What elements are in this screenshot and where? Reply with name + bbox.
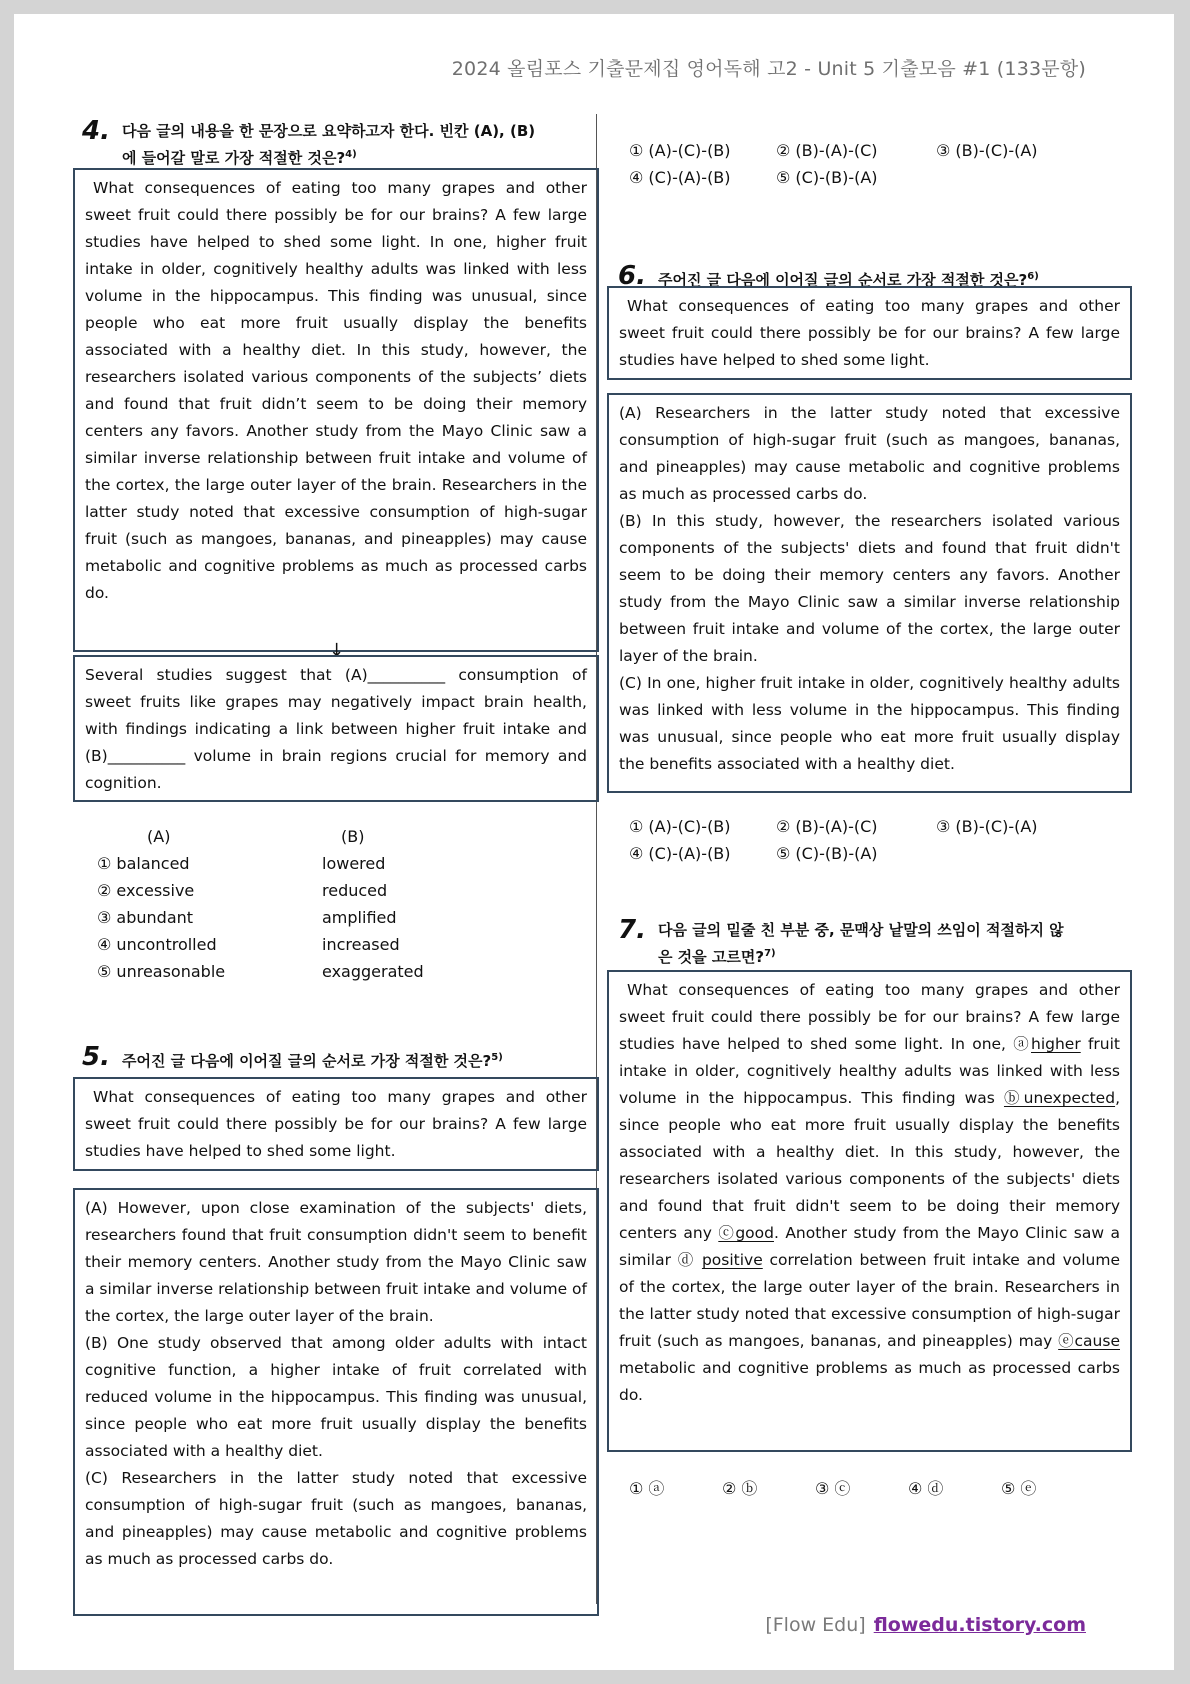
q7-choice[interactable]: ⑤ ⓔ: [1001, 1479, 1037, 1498]
q4-option-b: exaggerated: [322, 962, 424, 981]
q4-heading: [82, 118, 587, 170]
q5-paragraphs-box: [73, 1188, 599, 1616]
q6-prompt: 주어진 글 다음에 이어질 글의 순서로 가장 적절한 것은?: [657, 271, 1028, 289]
q4-prompt: [122, 120, 535, 170]
q6-paragraph-a: (A) Researchers in the latter study noted that excessive consumption of high-sugar fruit (such as mangoes, bananas, and pineapples) may cause metabolic and cognitive problems as much as processed carbs do.: [619, 404, 1120, 503]
q4-option-row[interactable]: [97, 931, 424, 958]
q5-choice[interactable]: ④ (C)-(A)-(B): [629, 168, 731, 187]
q4-option-b: reduced: [322, 881, 388, 900]
q6-footnote-ref: 6): [1027, 271, 1039, 282]
page-header: 2024 올림포스 기출문제집 영어독해 고2 - Unit 5 기출모음 #1 (133문항): [451, 58, 1086, 80]
q5-number: 5.: [82, 1042, 110, 1072]
q4-prompt-line1: 다음 글의 내용을 한 문장으로 요약하고자 한다. 빈칸 (A), (B): [121, 122, 536, 140]
q7-prompt-line2: 은 것을 고르면?: [657, 948, 765, 966]
q4-option-a: ③ abundant: [97, 908, 194, 927]
q4-passage: What consequences of eating too many grapes and other sweet fruit could there possibly be for our brains? A few large studies have helped to shed some light. In one, higher fruit intake in older, cognitively healthy adults was linked with less volume in the hippocampus. This finding was unusual, since people who eat more fruit usually display the benefits associated with a healthy diet. In this study, however, the researchers isolated various components of the subjects’ diets and found that fruit didn’t seem to be doing their memory centers any favors. Another study from the Mayo Clinic saw a similar inverse relationship between fruit intake and volume of the cortex, the large outer layer of the brain. Researchers in the latter study noted that excessive consumption of high-sugar fruit (such as mangoes, bananas, and pineapples) may cause metabolic and cognitive problems as much as processed carbs do.: [85, 179, 587, 602]
q7-footnote-ref: 7): [764, 948, 776, 959]
page-footer: [765, 1614, 1086, 1636]
q6-intro: What consequences of eating too many grapes and other sweet fruit could there possibly be for our brains? A few large studies have helped to shed some light.: [619, 297, 1120, 369]
q4-option-a: ④ uncontrolled: [97, 935, 217, 954]
q5-choices-row2: [629, 168, 878, 187]
q5-paragraph-b: (B) One study observed that among older adults with intact cognitive function, a higher intake of fruit correlated with reduced volume in the hippocampus. This finding was unusual, since people who eat more fruit usually display the benefits associated with a healthy diet.: [85, 1334, 587, 1460]
q6-choices-row2: [629, 844, 878, 863]
q4-option-b: amplified: [322, 908, 397, 927]
q5-intro: What consequences of eating too many grapes and other sweet fruit could there possibly be for our brains? A few large studies have helped to shed some light.: [85, 1088, 587, 1160]
q4-passage-box: [73, 168, 599, 652]
q7-prompt: [658, 919, 1064, 969]
worksheet-page: [14, 14, 1174, 1670]
q4-summary-box: [73, 655, 599, 802]
q7-choice[interactable]: ② ⓑ: [722, 1479, 758, 1498]
q5-choice[interactable]: ⑤ (C)-(B)-(A): [776, 168, 878, 187]
q7-underline-d: positive: [701, 1251, 763, 1269]
q4-option-a: ⑤ unreasonable: [97, 962, 226, 981]
footer-link[interactable]: flowedu.tistory.com: [873, 1614, 1086, 1636]
q7-choice[interactable]: ① ⓐ: [629, 1479, 665, 1498]
q7-underline-b: ⓑunexpected: [1003, 1089, 1116, 1107]
q7-choices: [629, 1476, 1036, 1499]
q4-option-row[interactable]: [97, 958, 424, 985]
q6-choice[interactable]: ④ (C)-(A)-(B): [629, 844, 731, 863]
q6-choices-row1: [629, 817, 1038, 836]
q6-choice[interactable]: ③ (B)-(C)-(A): [936, 817, 1038, 836]
q4-col-b-header: (B): [341, 827, 365, 846]
q7-passage: [619, 977, 1120, 1409]
q6-choice[interactable]: ① (A)-(C)-(B): [629, 817, 731, 836]
q7-text: What consequences of eating too many grapes and other sweet fruit could there possibly be for our brains? A few large studies have helped to shed some light. In one, ⓐ: [619, 981, 1120, 1053]
q5-footnote-ref: 5): [491, 1052, 503, 1063]
q4-option-b: lowered: [322, 854, 386, 873]
q7-heading: [618, 917, 1138, 969]
q4-col-a-header: (A): [147, 827, 171, 846]
q5-paragraph-a: (A) However, upon close examination of the subjects' diets, researchers found that fruit consumption didn't seem to benefit their memory centers. Another study from the Mayo Clinic saw a similar inverse relationship between fruit intake and volume of the cortex, the large outer layer of the brain.: [85, 1199, 587, 1325]
q7-choice[interactable]: ③ ⓒ: [815, 1479, 851, 1498]
q5-choice[interactable]: ② (B)-(A)-(C): [776, 141, 878, 160]
q4-option-a: ② excessive: [97, 881, 195, 900]
q6-paragraph-b: (B) In this study, however, the researchers isolated various components of the subjects' diets and found that fruit didn't seem to be doing their memory centers any favors. Another study from the Mayo Clinic saw a similar inverse relationship between fruit intake and volume of the cortex, the large outer layer of the brain.: [619, 512, 1120, 665]
q5-heading: [82, 1044, 587, 1073]
q5-choice[interactable]: ① (A)-(C)-(B): [629, 141, 731, 160]
q5-paragraph-c: (C) Researchers in the latter study noted that excessive consumption of high-sugar fruit (such as mangoes, bananas, and pineapples) may cause metabolic and cognitive problems as much as processed carbs do.: [85, 1469, 587, 1568]
q5-choice[interactable]: ③ (B)-(C)-(A): [936, 141, 1038, 160]
q6-number: 6.: [618, 261, 646, 291]
q7-underline-c: ⓒgood: [718, 1224, 774, 1242]
q4-option-row[interactable]: [97, 850, 424, 877]
footer-brand: [Flow Edu]: [765, 1614, 866, 1636]
q4-prompt-line2: 에 들어갈 말로 가장 적절한 것은?: [121, 149, 346, 167]
q7-text: , since people who eat more fruit usually display the benefits associated with a healthy diet. In this study, however, the researchers isolated various components of the subjects' diets and found that fruit didn't seem to be doing their memory centers any: [619, 1089, 1120, 1242]
q4-summary: Several studies suggest that (A)__________ consumption of sweet fruits like grapes may negatively impact brain health, with findings indicating a link between higher fruit intake and (B)__________ volume in brain regions crucial for memory and cognition.: [85, 666, 587, 792]
q5-intro-box: [73, 1077, 599, 1171]
q7-prompt-line1: 다음 글의 밑줄 친 부분 중, 문맥상 낱말의 쓰임이 적절하지 않: [657, 921, 1064, 939]
q4-option-row[interactable]: [97, 904, 424, 931]
q4-footnote-ref: 4): [345, 149, 357, 160]
q7-text: . Another study from the Mayo Clinic saw a similar ⓓ: [619, 1224, 1120, 1269]
q7-passage-box: [607, 970, 1132, 1452]
q4-number: 4.: [82, 116, 110, 146]
q4-option-row[interactable]: [97, 877, 424, 904]
q7-text: fruit intake in older, cognitively healthy adults was linked with less volume in the hippocampus. This finding was: [619, 1035, 1120, 1107]
q7-text: correlation between fruit intake and volume of the cortex, the large outer layer of the brain. Researchers in the latter study noted that excessive consumption of high-sugar fruit (such as mangoes, bananas, and pineapples) may: [619, 1251, 1120, 1350]
q6-paragraph-c: (C) In one, higher fruit intake in older, cognitively healthy adults was linked with less volume in the hippocampus. This finding was unusual, since people who eat more fruit usually display the benefits associated with a healthy diet.: [619, 674, 1120, 773]
q4-option-a: ① balanced: [97, 854, 190, 873]
q6-choice[interactable]: ⑤ (C)-(B)-(A): [776, 844, 878, 863]
q5-choices-row1: [629, 141, 1038, 160]
q7-text: metabolic and cognitive problems as much as processed carbs do.: [619, 1359, 1120, 1404]
q4-options-table: [97, 850, 424, 985]
q7-underline-e: ⓔcause: [1058, 1332, 1120, 1350]
q4-option-b: increased: [322, 935, 400, 954]
q7-choice[interactable]: ④ ⓓ: [908, 1479, 944, 1498]
q7-number: 7.: [618, 915, 646, 945]
q6-paragraphs-box: [607, 393, 1132, 793]
down-arrow-icon: ↓: [329, 640, 345, 661]
q5-prompt: 주어진 글 다음에 이어질 글의 순서로 가장 적절한 것은?: [121, 1052, 492, 1070]
q6-choice[interactable]: ② (B)-(A)-(C): [776, 817, 878, 836]
q6-intro-box: [607, 286, 1132, 380]
q7-underline-a: higher: [1031, 1035, 1081, 1053]
